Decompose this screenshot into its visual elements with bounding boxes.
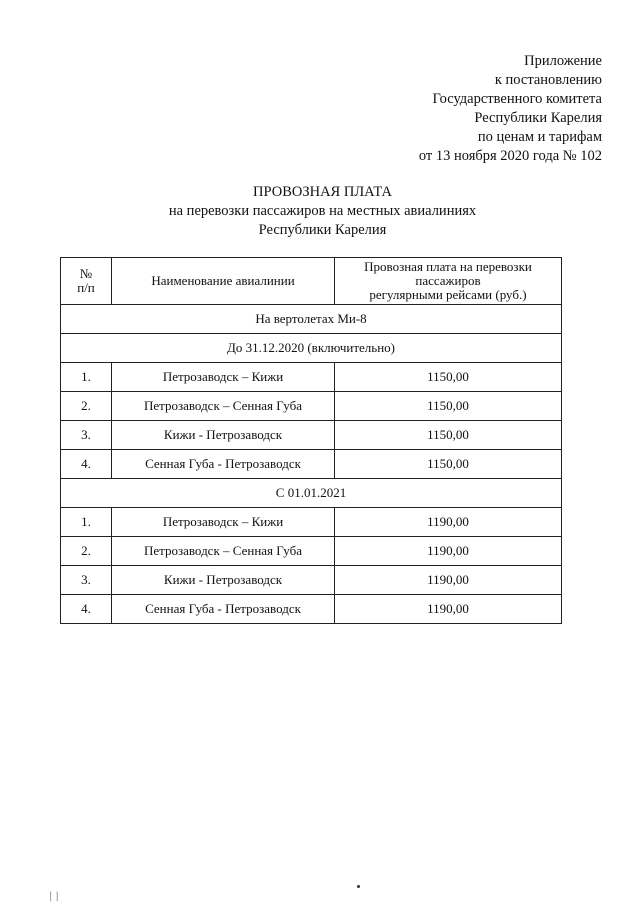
appendix-line: Республики Карелия: [474, 110, 602, 126]
row-route: Кижи - Петрозаводск: [112, 566, 335, 595]
table-header-row: [61, 258, 562, 305]
period-row: [61, 334, 562, 363]
row-num: 2.: [61, 392, 112, 421]
aircraft-label: На вертолетах Ми-8: [61, 305, 562, 334]
row-fare: 1190,00: [335, 537, 562, 566]
aircraft-row: [61, 305, 562, 334]
table-row: [61, 595, 562, 624]
document-title: [60, 183, 585, 240]
table-row: [61, 363, 562, 392]
scan-mark: | |: [49, 891, 59, 902]
appendix-line: по ценам и тарифам: [477, 129, 602, 145]
appendix-line: от 13 ноября 2020 года № 102: [418, 148, 602, 164]
row-fare: 1150,00: [335, 421, 562, 450]
period-label: До 31.12.2020 (включительно): [61, 334, 562, 363]
appendix-block: [419, 52, 602, 166]
row-num: 1.: [61, 363, 112, 392]
row-route: Кижи - Петрозаводск: [112, 421, 335, 450]
row-route: Петрозаводск – Кижи: [112, 508, 335, 537]
row-route: Петрозаводск – Сенная Губа: [112, 392, 335, 421]
row-num: 4.: [61, 595, 112, 624]
appendix-line: Приложение: [524, 53, 602, 69]
title-line-3: Республики Карелия: [258, 222, 387, 238]
table-row: [61, 537, 562, 566]
table-row: [61, 421, 562, 450]
title-line-1: ПРОВОЗНАЯ ПЛАТА: [253, 184, 392, 200]
row-route: Петрозаводск – Кижи: [112, 363, 335, 392]
row-fare: 1190,00: [335, 508, 562, 537]
fares-table: [60, 257, 562, 624]
row-fare: 1150,00: [335, 363, 562, 392]
row-fare: 1150,00: [335, 450, 562, 479]
row-fare: 1190,00: [335, 595, 562, 624]
header-num-line: №: [79, 266, 93, 281]
appendix-line: к постановлению: [494, 72, 602, 88]
row-route: Петрозаводск – Сенная Губа: [112, 537, 335, 566]
header-fare-line: Провозная плата на перевозки: [364, 259, 532, 274]
header-fare: [335, 258, 562, 305]
row-fare: 1150,00: [335, 392, 562, 421]
header-fare-line: регулярными рейсами (руб.): [369, 287, 527, 302]
header-fare-line: пассажиров: [415, 273, 481, 288]
row-num: 4.: [61, 450, 112, 479]
header-route: Наименование авиалинии: [112, 258, 335, 305]
scan-dot: [357, 885, 360, 888]
row-fare: 1190,00: [335, 566, 562, 595]
row-route: Сенная Губа - Петрозаводск: [112, 450, 335, 479]
period-row: [61, 479, 562, 508]
appendix-line: Государственного комитета: [432, 91, 602, 107]
header-num: [61, 258, 112, 305]
period-label: С 01.01.2021: [61, 479, 562, 508]
table-row: [61, 566, 562, 595]
title-line-2: на перевозки пассажиров на местных авиалиниях: [168, 203, 477, 219]
row-num: 3.: [61, 421, 112, 450]
row-num: 1.: [61, 508, 112, 537]
table-row: [61, 508, 562, 537]
row-num: 3.: [61, 566, 112, 595]
header-num-line: п/п: [77, 280, 95, 295]
row-route: Сенная Губа - Петрозаводск: [112, 595, 335, 624]
row-num: 2.: [61, 537, 112, 566]
table-row: [61, 450, 562, 479]
table-row: [61, 392, 562, 421]
